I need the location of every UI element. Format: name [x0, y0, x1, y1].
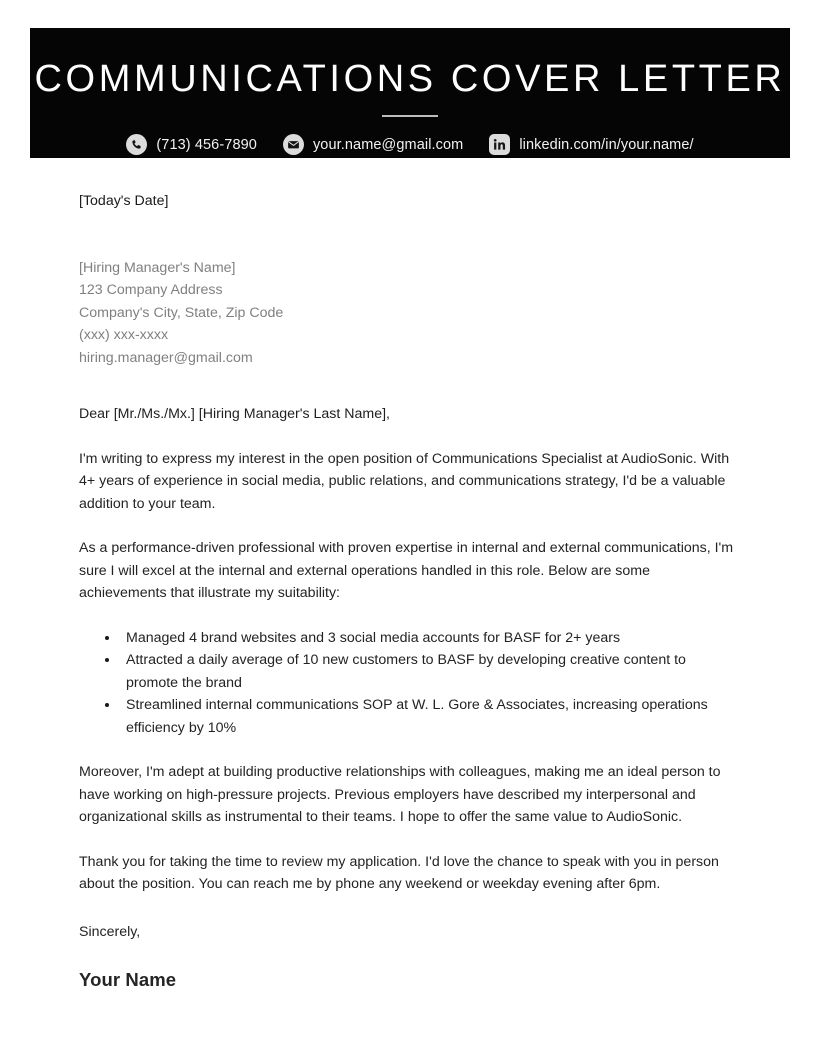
body-paragraph-4: Thank you for taking the time to review my application. I'd love the chance to speak with you in person about the position. You can reach me by phone any weekend or weekday evening after 6pm. [79, 853, 719, 892]
body-paragraph-3: Moreover, I'm adept at building productive relationships with colleagues, making me an ideal person to have working on high-pressure projects. Previous employers have described my interpersonal and organizational skills as instrumental to their teams. I hope to offer the same value to AudioSonic. [79, 764, 721, 825]
phone-icon [126, 134, 147, 155]
letter-header [30, 28, 790, 158]
achievements-list [79, 627, 741, 740]
recipient-line-address: 123 Company Address [79, 282, 223, 298]
body-paragraph-1: I'm writing to express my interest in the open position of Communications Specialist at AudioSonic. With 4+ years of experience in social media, public relations, and communications strategy, I'd be a valuable addition to your team. [79, 450, 730, 512]
recipient-line-phone: (xxx) xxx-xxxx [79, 327, 169, 343]
contact-row [126, 134, 693, 155]
recipient-block [79, 257, 741, 370]
contact-linkedin[interactable] [489, 134, 693, 155]
letter-date: [Today's Date] [79, 193, 169, 209]
page-title: COMMUNICATIONS COVER LETTER [34, 58, 786, 100]
contact-linkedin-label: linkedin.com/in/your.name/ [519, 136, 694, 153]
salutation: Dear [Mr./Ms./Mx.] [Hiring Manager's Last Name], [79, 406, 390, 422]
signoff: Sincerely, [79, 923, 141, 940]
linkedin-icon [489, 134, 510, 155]
recipient-line-email: hiring.manager@gmail.com [79, 349, 253, 366]
list-item: Streamlined internal communications SOP at W. L. Gore & Associates, increasing operations efficiency by 10% [79, 694, 741, 739]
contact-phone-label: (713) 456-7890 [156, 136, 257, 153]
recipient-line-name: [Hiring Manager's Name] [79, 259, 236, 276]
contact-email[interactable] [283, 134, 463, 155]
recipient-line-city: Company's City, State, Zip Code [79, 304, 284, 321]
contact-email-label: your.name@gmail.com [312, 136, 464, 153]
list-item: Managed 4 brand websites and 3 social media accounts for BASF for 2+ years [79, 627, 741, 650]
list-item: Attracted a daily average of 10 new customers to BASF by developing creative content to promote the brand [79, 649, 741, 694]
header-divider [382, 115, 438, 117]
letter-body [79, 190, 741, 992]
contact-phone[interactable] [126, 134, 257, 155]
signature-name: Your Name [79, 969, 177, 990]
body-paragraph-2: As a performance-driven professional with proven expertise in internal and external communications, I'm sure I will excel at the internal and external operations handled in this role. Below are some achievements that illustrate my suitability: [79, 540, 734, 601]
email-icon [283, 134, 304, 155]
